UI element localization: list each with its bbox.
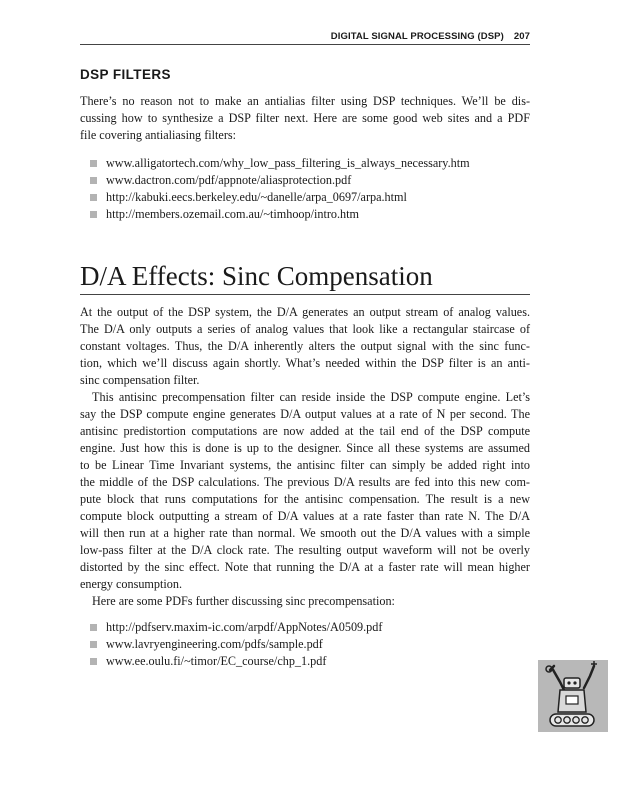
running-header xyxy=(80,31,530,42)
paragraph-line: tion, which we’ll discuss again shortly. What’s needed within the DSP filter is an anti- xyxy=(80,356,530,370)
paragraph-line: antisinc predistortion computations are now added at the tail end of the DSP compute xyxy=(80,424,530,438)
link-text: www.lavryengineering.com/pdfs/sample.pdf xyxy=(106,637,323,651)
square-bullet-icon xyxy=(90,194,97,201)
list-item xyxy=(90,189,470,206)
square-bullet-icon xyxy=(90,160,97,167)
paragraph-line: will then run at a higher rate than normal. We smooth out the D/A values with a simple xyxy=(80,526,530,540)
paragraph-line: There’s no reason not to make an antialias filter using DSP techniques. We’ll be dis- xyxy=(80,94,530,108)
paragraph-line: cussing how to synthesize a DSP filter next. Here are some good web sites and a PDF xyxy=(80,111,530,125)
paragraph-line: sinc compensation filter. xyxy=(80,373,200,387)
paragraph-line: low-pass filter at the D/A clock rate. The resulting output waveform will not be overly xyxy=(80,543,530,557)
paragraph-line: energy consumption. xyxy=(80,577,182,591)
paragraph-line: compute block outputting a stream of D/A values at a rate faster than rate N. The D/A xyxy=(80,509,530,523)
list-item xyxy=(90,172,470,189)
paragraph-line: constant voltages. Thus, the D/A inherently alters the output signal with the sinc func- xyxy=(80,339,530,353)
paragraph-line: to be Linear Time Invariant systems, the antisinc filter can simply be added right into xyxy=(80,458,530,472)
running-title: DIGITAL SIGNAL PROCESSING (DSP) xyxy=(330,31,504,42)
paragraph-line: distorted by the sinc effect. Note that running the D/A at a faster rate will mean higher xyxy=(80,560,530,574)
list-item xyxy=(90,636,382,653)
link-text: www.dactron.com/pdf/appnote/aliasprotection.pdf xyxy=(106,173,352,187)
paragraph-line: the middle of the DSP calculations. The previous D/A results are fed into this new com- xyxy=(80,475,530,489)
link-text: http://pdfserv.maxim-ic.com/arpdf/AppNotes/A0509.pdf xyxy=(106,620,383,634)
list-item xyxy=(90,653,382,670)
sinc-paragraph-2 xyxy=(80,389,530,593)
square-bullet-icon xyxy=(90,641,97,648)
paragraph-line: pute block that runs computations for the antisinc compensation. The result is a new xyxy=(80,492,530,506)
sinc-links-list xyxy=(90,619,382,670)
list-item xyxy=(90,619,382,636)
header-rule xyxy=(80,44,530,45)
link-text: www.ee.oulu.fi/~timor/EC_course/chp_1.pdf xyxy=(106,654,327,668)
paragraph-line: engine. Just how this is done is up to the designer. Since all these systems are assumed xyxy=(80,441,530,455)
section-heading-sinc-compensation: D/A Effects: Sinc Compensation xyxy=(80,261,433,291)
page-number: 207 xyxy=(513,31,530,42)
section-title-dsp-filters: DSP FILTERS xyxy=(80,67,171,82)
paragraph-line: This antisinc precompensation filter can reside inside the DSP compute engine. Let’s xyxy=(92,390,530,404)
dsp-filters-paragraph xyxy=(80,93,530,144)
antialias-links-list xyxy=(90,155,470,223)
sinc-paragraph-3 xyxy=(80,593,530,610)
link-text: http://members.ozemail.com.au/~timhoop/intro.htm xyxy=(106,207,360,221)
paragraph-line: Here are some PDFs further discussing sinc precompensation: xyxy=(92,594,395,608)
paragraph-line: say the DSP compute engine generates D/A output values at a rate of N per second. The xyxy=(80,407,530,421)
heading-rule xyxy=(80,294,530,295)
link-text: www.alligatortech.com/why_low_pass_filtering_is_always_necessary.htm xyxy=(106,156,470,170)
list-item xyxy=(90,155,470,172)
square-bullet-icon xyxy=(90,624,97,631)
square-bullet-icon xyxy=(90,177,97,184)
square-bullet-icon xyxy=(90,658,97,665)
paragraph-line: The D/A only outputs a series of analog values that look like a rectangular staircase of xyxy=(80,322,530,336)
square-bullet-icon xyxy=(90,211,97,218)
link-text: http://kabuki.eecs.berkeley.edu/~danelle/arpa_0697/arpa.html xyxy=(106,190,407,204)
paragraph-line: file covering antialiasing filters: xyxy=(80,128,237,142)
list-item xyxy=(90,206,470,223)
paragraph-line: At the output of the DSP system, the D/A generates an output stream of analog values. xyxy=(80,305,530,319)
sinc-paragraph-1 xyxy=(80,304,530,389)
robot-icon xyxy=(538,660,608,732)
